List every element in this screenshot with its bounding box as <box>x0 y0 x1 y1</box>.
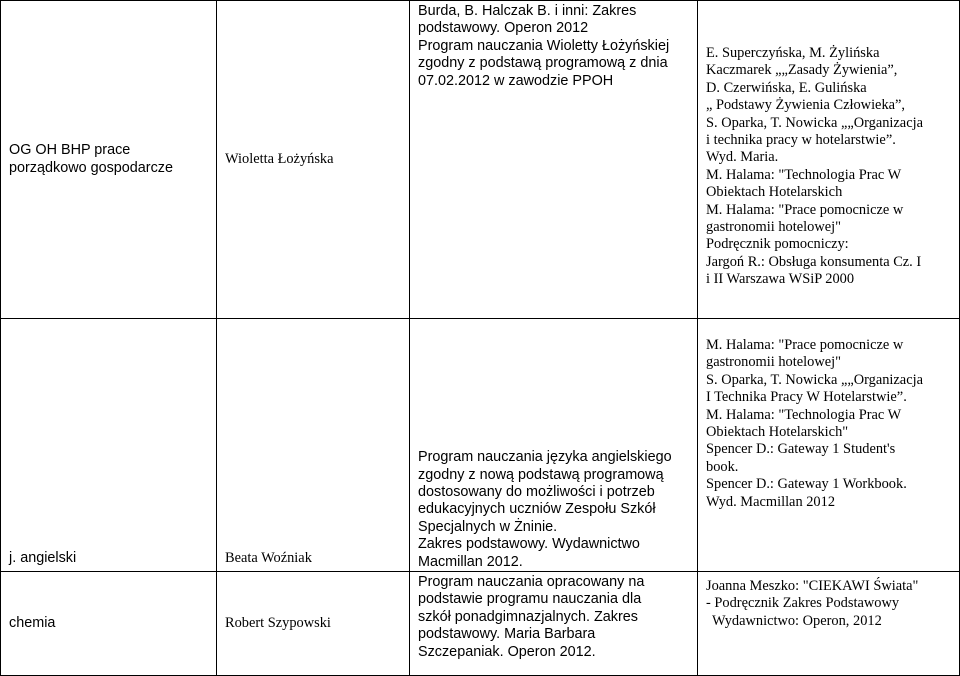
subject-text: j. angielski <box>9 549 77 566</box>
teacher-name: Beata Woźniak <box>225 549 312 566</box>
teacher-name: Robert Szypowski <box>225 614 331 631</box>
textbook-line: Spencer D.: Gateway 1 Student's <box>706 441 896 458</box>
textbooks-cell <box>698 572 960 676</box>
program-cell <box>410 319 698 572</box>
subject-text: chemia <box>9 614 56 631</box>
program-line: zgodny z podstawą programową z dnia <box>418 55 668 72</box>
program-line: zgodny z nową podstawą programową <box>418 466 664 483</box>
teacher-cell <box>217 319 410 572</box>
textbook-line: I Technika Pracy W Hotelarstwie”. <box>706 389 907 406</box>
program-line: szkół ponadgimnazjalnych. Zakres <box>418 608 638 625</box>
textbook-line: Obiektach Hotelarskich" <box>706 424 849 441</box>
teacher-cell <box>217 1 410 319</box>
textbooks-cell <box>698 1 960 319</box>
program-line: Program nauczania opracowany na <box>418 574 645 590</box>
program-line: edukacyjnych uczniów Zespołu Szkół <box>418 501 656 518</box>
program-cell <box>410 1 698 319</box>
textbook-line: M. Halama: "Prace pomocnicze w <box>706 337 904 353</box>
textbook-line: Wyd. Maria. <box>706 149 779 166</box>
textbook-line: i technika pracy w hotelarstwie”. <box>706 132 896 149</box>
textbook-line: M. Halama: "Prace pomocnicze w <box>706 201 904 218</box>
textbook-line: D. Czerwińska, E. Gulińska <box>706 79 867 96</box>
program-cell <box>410 572 698 676</box>
textbook-line: gastronomii hotelowej" <box>706 219 841 236</box>
textbook-line: S. Oparka, T. Nowicka „„Organizacja <box>706 371 923 388</box>
textbook-line: Spencer D.: Gateway 1 Workbook. <box>706 476 907 493</box>
program-line: Program nauczania języka angielskiego <box>418 449 672 466</box>
textbook-line: „ Podstawy Żywienia Człowieka”, <box>706 97 906 114</box>
textbook-line: Joanna Meszko: "CIEKAWI Świata" <box>706 578 919 594</box>
textbook-line: Jargoń R.: Obsługa konsumenta Cz. I <box>706 253 922 270</box>
textbook-line: E. Superczyńska, M. Żylińska <box>706 45 880 61</box>
textbook-line: - Podręcznik Zakres Podstawowy <box>706 595 900 612</box>
textbook-line: S. Oparka, T. Nowicka „„Organizacja <box>706 114 923 131</box>
textbooks-cell <box>698 319 960 572</box>
program-line: Program nauczania Wioletty Łożyńskiej <box>418 37 670 54</box>
program-line: Zakres podstawowy. Wydawnictwo <box>418 536 640 553</box>
teacher-name: Wioletta Łożyńska <box>225 150 334 167</box>
table-row <box>1 572 960 676</box>
textbook-line: book. <box>706 458 739 475</box>
teacher-cell <box>217 572 410 676</box>
table-row <box>1 1 960 319</box>
subject-cell <box>1 572 217 676</box>
textbook-line: Wyd. Macmillan 2012 <box>706 493 836 510</box>
table-row <box>1 319 960 572</box>
program-line: Specjalnych w Żninie. <box>418 518 558 535</box>
program-line: Szczepaniak. Operon 2012. <box>418 643 596 660</box>
textbook-line: Obiektach Hotelarskich <box>706 184 843 201</box>
textbook-line: Wydawnictwo: Operon, 2012 <box>712 612 882 629</box>
program-line: podstawowy. Maria Barbara <box>418 626 596 643</box>
textbook-line: M. Halama: "Technologia Prac W <box>706 166 902 183</box>
textbook-line: gastronomii hotelowej" <box>706 354 841 371</box>
textbook-line: i II Warszawa WSiP 2000 <box>706 271 855 288</box>
subject-cell <box>1 1 217 319</box>
textbook-line: M. Halama: "Technologia Prac W <box>706 406 902 423</box>
textbook-line: Kaczmarek „„Zasady Żywienia”, <box>706 62 898 79</box>
textbook-line: Podręcznik pomocniczy: <box>706 236 849 253</box>
program-line: dostosowany do możliwości i potrzeb <box>418 483 655 500</box>
program-line: Burda, B. Halczak B. i inni: Zakres <box>418 3 637 19</box>
program-line: Macmillan 2012. <box>418 553 523 570</box>
program-line: podstawowy. Operon 2012 <box>418 20 589 37</box>
program-line: 07.02.2012 w zawodzie PPOH <box>418 72 614 89</box>
program-line: podstawie programu nauczania dla <box>418 591 642 608</box>
subject-cell <box>1 319 217 572</box>
subject-text: OG OH BHP prace porządkowo gospodarcze <box>9 142 173 176</box>
